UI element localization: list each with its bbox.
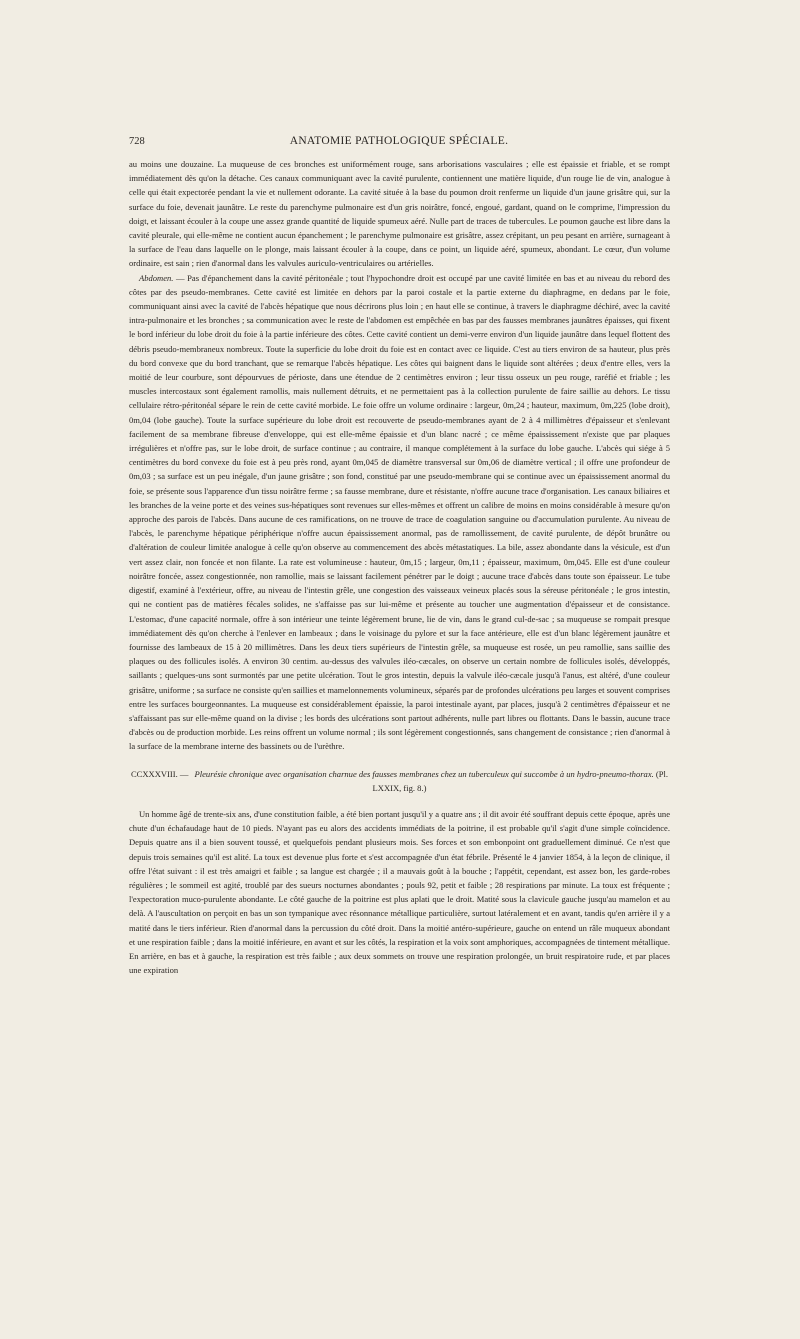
abdomen-label: Abdomen. [139, 272, 174, 283]
running-title: ANATOMIE PATHOLOGIQUE SPÉCIALE. [289, 135, 509, 147]
case-heading [129, 767, 670, 795]
paragraph-case-history: Un homme âgé de trente-six ans, d'une constitution faible, a été bien portant jusqu'il y a quatre ans ; il dit avoir été souffrant depuis cette époque, après une chute d'un échafaudage haut de 10 pieds. N'ayant pas eu alors des accidents immédiats de la poitrine, il est probable qu'il s'agit d'une simple coïncidence. Depuis quatre ans il a bien souvent toussé, et quelquefois pendant plusieurs mois. Ses forces et son embonpoint ont graduellement diminué. Ce n'est que depuis trois semaines qu'il est alité. La toux est devenue plus forte et s'est accompagnée d'un état fébrile. Présenté le 4 janvier 1854, à la leçon de clinique, il offre l'état suivant : il est très amaigri et faible ; sa langue est chargée ; il a mauvais goût à la bouche ; l'appétit, cependant, est assez bon, les garde-robes régulières ; le sommeil est agité, troublé par des sueurs nocturnes abondantes ; pouls 92, petit et faible ; 28 respirations par minute. La toux est fréquente ; l'expectoration muco-purulente abondante. Le côté gauche de la poitrine est plus aplati que le droit. Matité sous la clavicule gauche jusqu'au mamelon et au delà. A l'auscultation on perçoit en bas un son tympanique avec résonnance métallique particulière, surtout latéralement et en avant, tandis qu'en arrière il y a matité dans le tiers inférieur. Rien d'anormal dans la percussion du côté droit. Dans la moitié antéro-supérieure, gauche on entend un râle muqueux abondant et une respiration faible ; dans la moitié inférieure, en avant et sur les côtés, la respiration et la voix sont amphoriques, accompagnées de tintement métallique. En arrière, en bas et à gauche, la respiration est très faible ; aux deux sommets on trouve une respiration prolongée, un bruit respiratoire rude, et par places une expiration [129, 808, 670, 976]
case-number: CCXXXVIII. — [130, 768, 189, 779]
case-plate-reference: (Pl. LXXIX, fig. 8.) [372, 768, 669, 793]
abdomen-text: — Pas d'épanchement dans la cavité péritonéale ; tout l'hypochondre droit est occupé par une cavité limitée en bas et au niveau du rebord des côtes par des pseudo-membranes. Cette cavité est limitée en dehors par la paroi costale et la partie externe du diaphragme, en dedans par le foie, communiquant ainsi avec la cavité de l'abcès hépatique que nous décrirons plus loin ; en haut elle se continue, à travers le diaphragme déchiré, avec la cavité intra-pulmonaire et les bronches ; sa communication avec le reste de l'abdomen est empêchée en bas par des fausses membranes jaunâtres épaisses, qui fixent le bord inférieur du lobe droit du foie à la partie inférieure des côtes. Cette cavité contient un demi-verre environ d'un liquide jaunâtre dans lequel flottent des débris pseudo-membraneux nombreux. Toute la superficie du lobe droit du foie est en contact avec ce liquide. C'est au tiers environ de sa hauteur, plus près du bord convexe que du bord tranchant, que se remarque l'abcès hépatique. Les côtes qui baignent dans le liquide sont altérées ; deux d'entre elles, vers la moitié de leur courbure, sont dépourvues de périoste, dans une étendue de 2 centimètres environ ; leur tissu osseux un peu rouge, raréfié et friable ; les muscles intercostaux sont également ramollis, mais nullement détruits, et ne permettaient pas à la collection purulente de faire saillie au dehors. Le tissu cellulaire rétro-péritonéal sépare le rein de cette cavité morbide. Le foie offre un volume ordinaire : largeur, 0m,24 ; hauteur, maximum, 0m,225 (lobe droit), 0m,04 (lobe gauche). Toute la surface supérieure du lobe droit est recouverte de pseudo-membranes ayant de 2 à 4 millimètres d'épaisseur et s'enlevant facilement de sa membrane fibreuse d'enveloppe, qui est elle-même épaissie et d'un blanc nacré ; ce même épaississement n'existe que par plaques irrégulières et n'offre pas, sur le lobe droit, de surface continue ; au contraire, il manque complétement à la surface du lobe gauche. L'abcès qui siége à 5 centimètres du bord convexe du foie est à peu près rond, ayant 0m,045 de diamètre transversal sur 0m,06 de diamètre vertical ; il offre une profondeur de 0m,03 ; sa surface est un peu inégale, d'un jaune grisâtre ; son fond, constitué par une pseudo-membrane qui se continue avec un épaississement anormal du foie, se présente sous l'apparence d'un tissu noirâtre ferme ; sa fausse membrane, dure et résistante, n'offre aucune trace d'organisation. Les canaux biliaires et les branches de la veine porte et des veines sus-hépatiques sont revenues sur elles-mêmes et offrent un calibre de moins en moins considérable à mesure qu'on approche des parois de l'abcès. Dans aucune de ces ramifications, on ne trouve de trace de coagulation sanguine ou d'accumulation purulente. Au niveau de l'abcès, le parenchyme hépatique périphérique n'offre aucun épaississement anormal, pas de ramollissement, de cavité purulente, de dépôt brunâtre ou d'altération de couleur limitée analogue à celle qu'on observe au commencement des abcès métastatiques. La bile, assez abondante dans la vésicule, est d'un vert assez clair, non foncée et non filante. La rate est volumineuse : hauteur, 0m,15 ; largeur, 0m,11 ; épaisseur, maximum, 0m,045. Elle est d'une couleur noirâtre foncée, assez congestionnée, non ramollie, mais se laissant facilement pénétrer par le doigt ; aucune trace d'abcès dans toute son épaisseur. Le tube digestif, examiné à l'extérieur, offre, au niveau de l'intestin grêle, une congestion des vaisseaux veineux placés sous la séreuse péritonéale ; le gros intestin, qui ne contient pas de matières fécales solides, ne s'affaisse pas sur lui-même et présente au toucher une augmentation d'épaisseur et de consistance. L'estomac, d'une capacité normale, offre à son intérieur une teinte légèrement brune, lie de vin, dans le grand cul-de-sac ; sa muqueuse se rompait presque immédiatement dès qu'on cherche à l'enlever en lambeaux ; dans le voisinage du pylore et sur la face antérieure, elle est d'un blanc légèrement jaunâtre et fournisse des lambeaux de 15 à 20 millimètres. Dans les deux tiers supérieurs de l'intestin grêle, sa muqueuse est rosée, un peu ramollie, sans saillie des plaques ou des follicules isolés. A environ 30 centim. au-dessus des valvules iléo-cæcales, on observe un certain nombre de follicules isolés, développés, saillants ; quelques-uns sont surmontés par une petite ulcération. Tout le gros intestin, depuis la valvule iléo-cæcale jusqu'à l'anus, est altéré, d'une couleur grisâtre, uniforme ; sa surface ne consiste qu'en saillies et mamelonnements volumineux, séparés par de profondes ulcérations peu larges et souvent comprises entre les surfaces bourgeonnantes. La muqueuse est considérablement épaissie, la paroi intestinale ayant, par places, jusqu'à 2 centimètres d'épaisseur et ne s'affaissant pas sur elle-même quand on la divise ; les bords des ulcérations sont partout adhérents, nulle part libres ou flottants. Dans le bassin, aucune trace d'abcès ou de production morbide. Les reins offrent un volume normal ; ils sont légèrement congestionnés, sans changement de consistance ; rien d'anormal à la surface de la membrane interne des bassinets ou de l'urèthre. [129, 272, 670, 752]
case-title: Pleurésie chronique avec organisation charnue des fausses membranes chez un tuberculeux qui succombe à un hydro-pneumo-thorax. [194, 768, 654, 779]
paragraph-abdomen [129, 271, 670, 754]
page-header [129, 136, 669, 150]
page-number: 728 [129, 136, 145, 147]
paragraph-lungs: au moins une douzaine. La muqueuse de ces bronches est uniformément rouge, sans arborisations vasculaires ; elle est épaissie et friable, et se rompt immédiatement dès qu'on la détache. Ces canaux communiquant avec la cavité purulente, contiennent une matière liquide, d'un rouge lie de vin, analogue à celle qui était expectorée pendant la vie et nullement odorante. La cavité située à la base du poumon droit renferme un liquide d'un jaune grisâtre qui, sur la surface du foie, devenait jaunâtre. Le reste du parenchyme pulmonaire est d'un gris noirâtre, foncé, engoué, gardant, quand on le comprime, l'impression du doigt, et laissant écouler à la coupe une assez grande quantité de liquide spumeux aéré. Nulle part de traces de tubercules. Le poumon gauche est libre dans la cavité pleurale, qui elle-même ne contient aucun épanchement ; le parenchyme pulmonaire est grisâtre, assez crépitant, un peu pesant en arrière, surnageant à la surface de l'eau dans laquelle on le plonge, mais laissant écouler à la coupe, dans ce point, un liquide aéré, spumeux, abondant. Le cœur, d'un volume ordinaire, est sain ; rien d'anormal dans les valvules auriculo-ventriculaires ou artérielles. [129, 159, 670, 269]
body-text [129, 157, 670, 977]
